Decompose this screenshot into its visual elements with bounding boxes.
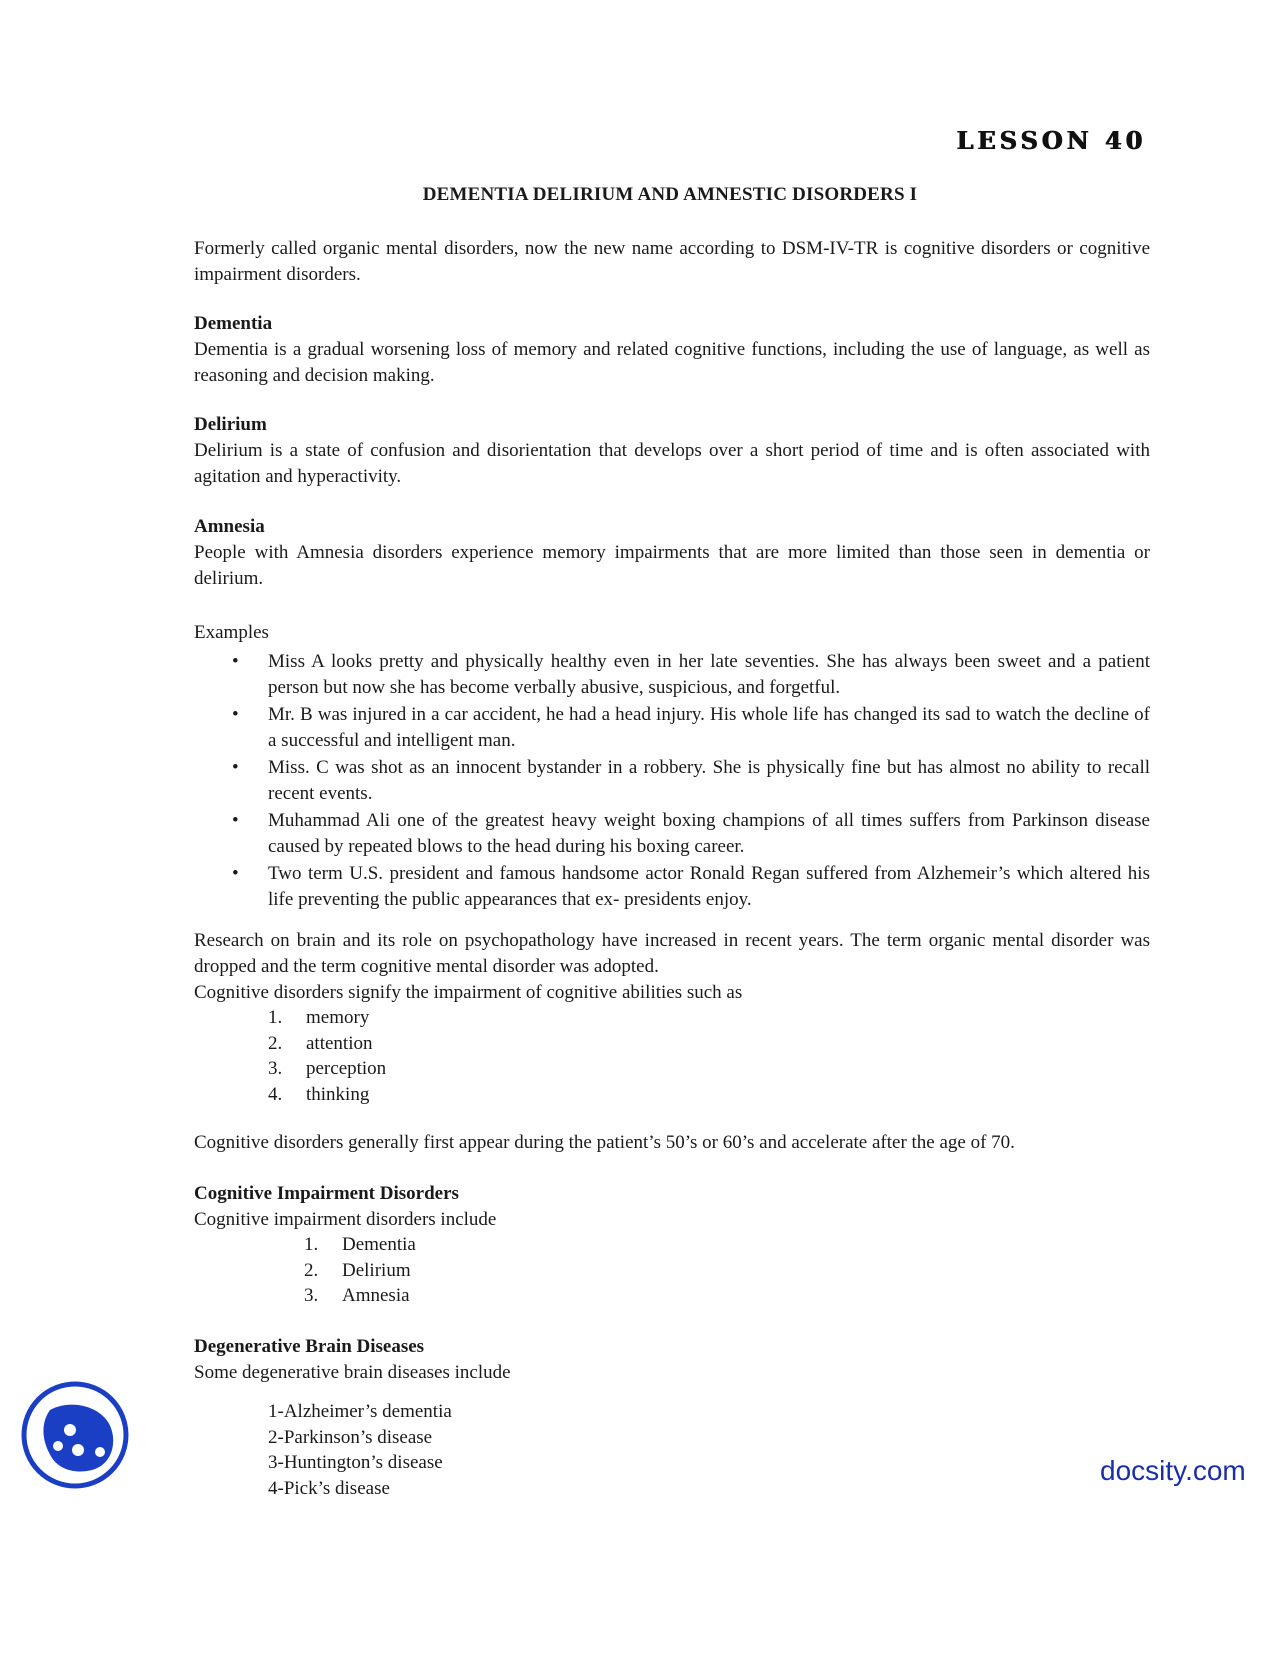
list-item: [268, 1082, 386, 1108]
degenerative-section: [194, 1334, 1150, 1386]
docsity-logo-icon: [20, 1380, 130, 1490]
list-item: 1-Alzheimer’s dementia: [268, 1401, 452, 1422]
degenerative-heading: Degenerative Brain Diseases: [194, 1336, 425, 1357]
list-item: [304, 1283, 416, 1309]
research-block: [194, 928, 1150, 1006]
onset-paragraph: Cognitive disorders generally first appear during the patient’s 50’s or 60’s and accelerate after the age of 70.: [194, 1132, 1015, 1153]
examples-label-block: [194, 620, 1150, 646]
list-item: 3-Huntington’s disease: [268, 1452, 443, 1473]
list-item: 2-Parkinson’s disease: [268, 1426, 433, 1448]
list-item: [268, 1056, 386, 1082]
example-text: Miss A looks pretty and physically healthy even in her late seventies. She has always been sweet and a patient person but now she has become verbally abusive, suspicious, and forgetful.: [268, 651, 1150, 698]
bullet-icon: •: [232, 704, 239, 725]
example-text: Two term U.S. president and famous handsome actor Ronald Regan suffered from Alzhemeir’s which altered his life preventing the public appearances that ex- presidents enjoy.: [268, 863, 1150, 910]
lesson-number: LESSON 40: [956, 126, 1146, 155]
list-item: [194, 649, 1150, 701]
list-number: 2.: [304, 1259, 319, 1281]
amnesia-heading: Amnesia: [194, 516, 265, 537]
abilities-list: [268, 1005, 386, 1107]
bullet-icon: •: [232, 810, 239, 831]
list-item: [304, 1258, 416, 1284]
bullet-icon: •: [232, 651, 239, 672]
research-paragraph: Research on brain and its role on psychopathology have increased in recent years. The term organic mental disorder was dropped and the term cognitive mental disorder was adopted.: [194, 930, 1150, 977]
list-number: 4.: [268, 1083, 283, 1105]
research-signify: Cognitive disorders signify the impairment of cognitive abilities such as: [194, 982, 743, 1003]
example-text: Miss. C was shot as an innocent bystander in a robbery. She is physically fine but has almost no ability to recall recent events.: [268, 757, 1150, 804]
list-label: memory: [306, 1007, 370, 1028]
dementia-section: [194, 311, 1150, 389]
list-label: Delirium: [342, 1259, 411, 1281]
dementia-heading: Dementia: [194, 313, 273, 334]
impairment-list: [304, 1232, 416, 1309]
example-text: Mr. B was injured in a car accident, he had a head injury. His whole life has changed its sad to watch the decline of a successful and intelligent man.: [268, 704, 1150, 751]
list-item: [194, 808, 1150, 860]
delirium-section: [194, 412, 1150, 490]
list-item: [304, 1232, 416, 1258]
list-label: thinking: [306, 1083, 370, 1105]
list-number: 1.: [304, 1234, 319, 1255]
list-label: perception: [306, 1058, 387, 1079]
list-label: attention: [306, 1032, 373, 1054]
list-number: 3.: [268, 1058, 283, 1079]
bullet-icon: •: [232, 863, 239, 884]
amnesia-section: [194, 514, 1150, 592]
impairment-intro: Cognitive impairment disorders include: [194, 1209, 497, 1230]
list-item: [268, 1031, 386, 1057]
intro-block: [194, 236, 1150, 288]
delirium-heading: Delirium: [194, 414, 267, 435]
list-number: 2.: [268, 1032, 283, 1054]
dementia-text: Dementia is a gradual worsening loss of memory and related cognitive functions, including the use of language, as well as reasoning and decision making.: [194, 339, 1150, 386]
list-label: Dementia: [342, 1234, 416, 1255]
example-text: Muhammad Ali one of the greatest heavy weight boxing champions of all times suffers from Parkinson disease caused by repeated blows to the head during his boxing career.: [268, 810, 1150, 857]
intro-paragraph: Formerly called organic mental disorders, now the new name according to DSM-IV-TR is cognitive disorders or cognitive impairment disorders.: [194, 238, 1150, 285]
list-item: [268, 1005, 386, 1031]
delirium-text: Delirium is a state of confusion and disorientation that develops over a short period of time and is often associated with agitation and hyperactivity.: [194, 440, 1150, 487]
amnesia-text: People with Amnesia disorders experience memory impairments that are more limited than those seen in dementia or delirium.: [194, 542, 1150, 589]
impairment-heading: Cognitive Impairment Disorders: [194, 1183, 459, 1204]
docsity-brand[interactable]: docsity.com: [1100, 1455, 1246, 1486]
examples-list: [194, 649, 1150, 914]
page-title: DEMENTIA DELIRIUM AND AMNESTIC DISORDERS I: [422, 184, 918, 205]
list-item: [194, 861, 1150, 913]
impairment-section: [194, 1181, 1150, 1233]
list-number: 1.: [268, 1007, 283, 1028]
list-item: 4-Pick’s disease: [268, 1477, 390, 1499]
examples-label: Examples: [194, 622, 269, 643]
list-item: [194, 755, 1150, 807]
list-number: 3.: [304, 1285, 319, 1306]
degenerative-intro: Some degenerative brain diseases include: [194, 1362, 511, 1383]
list-item: [194, 702, 1150, 754]
bullet-icon: •: [232, 757, 239, 778]
onset-block: [194, 1130, 1150, 1156]
list-label: Amnesia: [342, 1285, 410, 1306]
degenerative-list: [268, 1399, 452, 1501]
